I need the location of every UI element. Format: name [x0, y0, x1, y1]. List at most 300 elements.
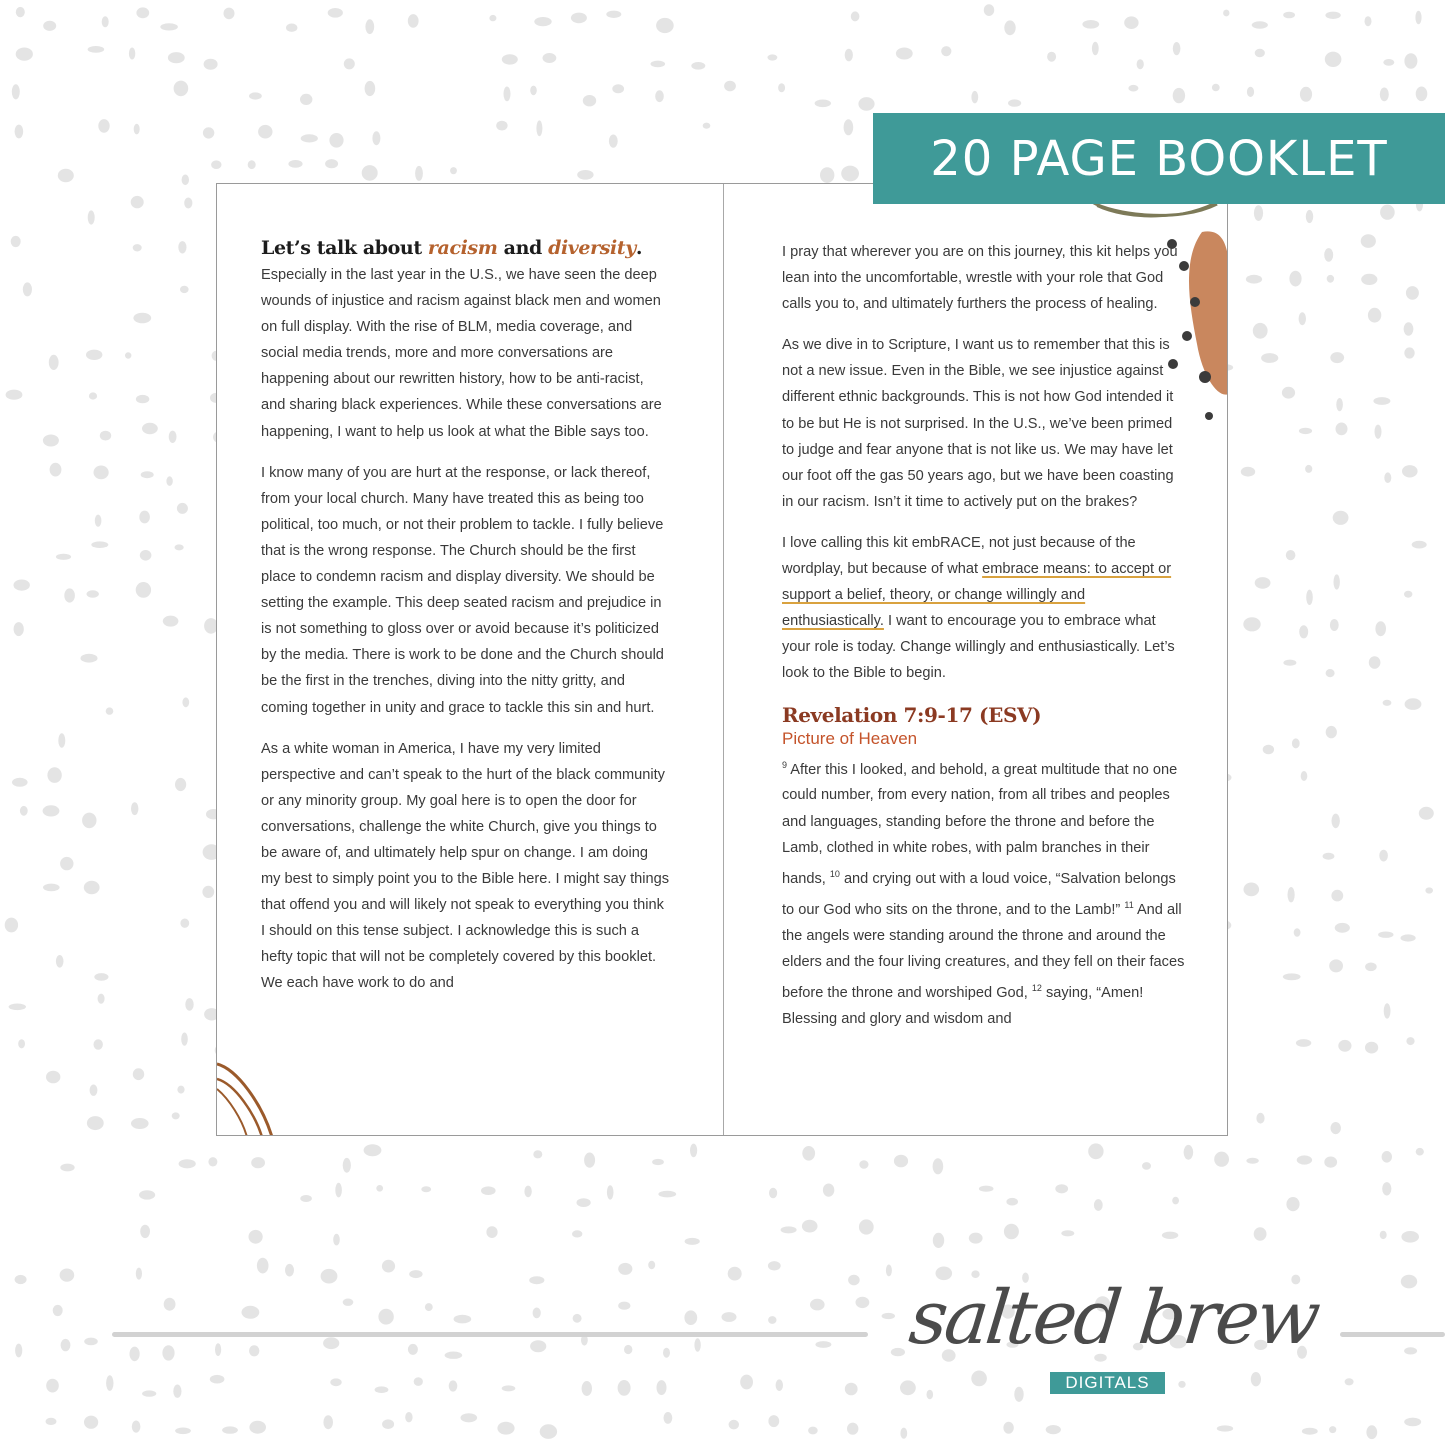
background-dot [222, 1426, 238, 1433]
background-dot [323, 1337, 339, 1349]
logo-wordmark: salted brew [905, 1275, 1322, 1361]
background-dot [1241, 467, 1255, 477]
background-dot [133, 244, 142, 251]
background-dot [768, 1415, 779, 1427]
background-dot [652, 1159, 664, 1165]
background-dot [1425, 887, 1433, 893]
background-dot [979, 1186, 994, 1192]
background-dot [664, 1412, 673, 1424]
background-dot [130, 1347, 140, 1362]
background-dot [178, 241, 186, 253]
background-dot [249, 1345, 259, 1356]
background-dot [164, 1298, 176, 1311]
background-dot [1401, 934, 1416, 941]
background-dot [43, 884, 60, 892]
background-dot [134, 124, 140, 135]
background-dot [251, 1157, 265, 1168]
background-dot [1334, 574, 1340, 589]
background-dot [657, 1380, 667, 1395]
background-dot [168, 52, 185, 63]
background-dot [414, 1377, 423, 1386]
background-dot [1128, 85, 1138, 92]
background-dot [900, 1428, 907, 1439]
background-dot [1383, 59, 1394, 66]
background-dot [1292, 738, 1300, 748]
background-dot [286, 24, 297, 32]
background-dot [249, 1421, 266, 1434]
background-dot [606, 11, 621, 18]
brand-logo [890, 1268, 1320, 1408]
background-dot [202, 886, 214, 898]
background-dot [139, 511, 150, 524]
background-dot [1332, 814, 1340, 829]
background-dot [18, 1039, 25, 1048]
background-dot [49, 355, 59, 370]
background-dot [524, 1186, 531, 1198]
background-dot [180, 919, 189, 928]
background-dot [405, 1412, 412, 1422]
background-dot [20, 806, 28, 816]
background-dot [583, 95, 596, 106]
background-dot [577, 170, 593, 180]
background-dot [1324, 248, 1333, 262]
background-dot [364, 1144, 382, 1156]
background-dot [323, 1415, 333, 1429]
brown-ring-decoration [217, 1064, 272, 1136]
background-dot [162, 1345, 174, 1360]
background-dot [365, 81, 376, 96]
background-dot [808, 1427, 818, 1435]
background-dot [768, 1316, 776, 1324]
background-dot [663, 1348, 670, 1358]
background-dot [1329, 959, 1343, 972]
dark-dot [1205, 412, 1213, 420]
background-dot [656, 18, 674, 33]
background-dot [1365, 16, 1372, 26]
background-dot [1326, 726, 1337, 738]
background-dot [1404, 347, 1414, 358]
background-dot [175, 1428, 191, 1435]
background-dot [174, 81, 189, 97]
background-dot [724, 81, 736, 92]
background-dot [1004, 20, 1015, 35]
background-dot [1373, 397, 1390, 405]
background-dot [497, 1422, 514, 1435]
background-dot [163, 616, 179, 627]
background-dot [1416, 87, 1428, 102]
background-dot [50, 463, 62, 477]
background-dot [182, 175, 189, 186]
page-count-banner [873, 113, 1445, 204]
heading-diversity: diversity [548, 237, 636, 259]
background-dot [694, 1338, 700, 1351]
background-dot [125, 352, 131, 358]
background-dot [651, 61, 666, 68]
dark-dot [1190, 297, 1200, 307]
background-dot [776, 1379, 783, 1391]
background-dot [1184, 1145, 1194, 1160]
background-dot [489, 15, 496, 21]
background-dot [1336, 423, 1348, 436]
background-dot [1243, 617, 1260, 631]
scripture-reference-subtitle: Picture of Heaven [782, 728, 918, 748]
heading-racism: racism [427, 237, 498, 259]
background-dot [624, 1345, 632, 1354]
background-dot [425, 1303, 433, 1311]
background-dot [210, 1375, 225, 1384]
background-dot [1384, 1003, 1391, 1018]
background-dot [573, 1314, 582, 1323]
background-dot [131, 1118, 149, 1129]
background-dot [534, 17, 551, 26]
background-dot [502, 54, 518, 64]
background-dot [166, 476, 172, 486]
background-dot [768, 1261, 781, 1270]
background-dot [61, 1339, 71, 1351]
background-dot [685, 1238, 700, 1245]
background-dot [1288, 887, 1295, 902]
background-dot [502, 1385, 516, 1391]
background-dot [133, 313, 151, 324]
background-dot [169, 431, 177, 443]
background-dot [139, 1190, 155, 1199]
background-dot [1378, 932, 1393, 938]
background-dot [301, 134, 318, 142]
background-dot [106, 1375, 113, 1391]
background-dot [60, 1269, 75, 1282]
background-dot [11, 236, 21, 247]
background-dot [851, 11, 860, 21]
background-dot [343, 1158, 351, 1173]
background-dot [84, 1338, 98, 1346]
background-dot [582, 1381, 592, 1396]
background-dot [577, 1198, 591, 1207]
background-dot [848, 1275, 860, 1286]
background-dot [94, 973, 108, 981]
background-dot [1324, 1157, 1337, 1168]
background-dot [408, 1344, 418, 1355]
background-dot [1412, 541, 1427, 549]
scripture-text: $^9$ After this I looked, and behold, a great multitude that no one could number, from every nation, from all tribes and peoples and languages, standing before the throne and before the Lamb, clothed in white robes, with palm branches in their hands, $^{10}$ and crying out with a loud voice, “Salvation belongs to our God who sits on the throne, and to the Lamb!” $^{11}$ And all the angels were standing around the throne and around the elders and the four living creatures, and they fell on their faces before the throne and worshiped God, $^{12}$ saying, “Amen! Blessing and glory and wisdom and [782, 759, 1185, 1027]
background-dot [141, 471, 154, 478]
background-dot [300, 1195, 312, 1202]
background-dot [461, 1413, 478, 1422]
background-dot [88, 46, 105, 53]
background-dot [181, 1033, 188, 1046]
banner-label: 20 PAGE BOOKLET [930, 130, 1388, 187]
tan-blob-decoration [1189, 231, 1228, 394]
background-dot [729, 1420, 739, 1430]
footer-divider-left [112, 1332, 868, 1337]
background-dot [129, 48, 135, 60]
footer-divider-right [1340, 1332, 1445, 1337]
background-dot [1263, 745, 1274, 754]
background-dot [1004, 1224, 1019, 1239]
background-dot [258, 125, 272, 139]
background-dot [5, 918, 18, 933]
background-dot [769, 1188, 777, 1199]
background-dot [98, 119, 109, 133]
background-dot [106, 707, 114, 714]
background-dot [815, 100, 831, 108]
background-dot [300, 94, 312, 105]
background-dot [810, 1299, 825, 1311]
background-dot [984, 4, 994, 16]
background-dot [486, 1226, 497, 1238]
background-dot [859, 1219, 874, 1234]
background-dot [1255, 577, 1271, 589]
background-dot [572, 1230, 582, 1237]
background-dot [335, 1183, 342, 1198]
background-dot [740, 1375, 753, 1390]
background-dot [180, 286, 189, 293]
background-dot [722, 1312, 737, 1322]
background-dot [584, 1153, 595, 1168]
background-dot [449, 1380, 458, 1391]
background-dot [1137, 59, 1144, 69]
background-dot [1217, 1425, 1233, 1431]
background-dot [362, 165, 378, 181]
background-dot [1327, 275, 1334, 283]
background-dot [325, 159, 338, 168]
background-dot [896, 48, 913, 60]
background-dot [1244, 883, 1260, 897]
left-paragraph-1: Especially in the last year in the U.S., we have seen the deep wounds of injustice and racism against black men and women on full display. With the rise of BLM, media coverage, and social media trends, more and more conversations are happening about our rewritten history, how to be anti-racist, and sharing black experiences. While these conversations are happening, I want to help us look at what the Bible says too. [261, 267, 662, 440]
background-dot [607, 1185, 614, 1199]
background-dot [1173, 42, 1181, 55]
background-dot [215, 1343, 221, 1356]
section-heading: Let’s talk about racism and diversity. [261, 237, 643, 259]
background-dot [1401, 1231, 1419, 1243]
background-dot [56, 554, 71, 560]
background-dot [329, 133, 343, 148]
background-dot [1214, 1152, 1229, 1167]
background-dot [409, 1270, 422, 1278]
background-dot [1306, 590, 1313, 605]
background-dot [1008, 99, 1021, 106]
background-dot [1297, 1155, 1312, 1164]
background-dot [56, 955, 64, 968]
background-dot [94, 466, 109, 480]
background-dot [496, 121, 507, 131]
background-dot [612, 84, 624, 93]
background-dot [1382, 1182, 1391, 1195]
background-dot [1366, 1425, 1377, 1439]
background-dot [815, 1341, 831, 1348]
background-dot [376, 1185, 383, 1192]
background-dot [131, 802, 138, 815]
background-dot [859, 1160, 868, 1169]
background-dot [288, 160, 302, 168]
background-dot [845, 49, 853, 62]
background-dot [46, 1379, 59, 1393]
background-dot [58, 733, 65, 748]
background-dot [375, 1386, 389, 1393]
background-dot [543, 53, 557, 63]
background-dot [182, 697, 189, 707]
booklet-spine [723, 184, 724, 1135]
background-dot [88, 210, 95, 224]
background-dot [1345, 1378, 1354, 1385]
background-dot [533, 1308, 541, 1319]
dark-dot [1199, 371, 1211, 383]
background-dot [1305, 465, 1312, 473]
background-dot [1294, 928, 1301, 937]
background-dot [941, 46, 951, 56]
background-dot [1082, 20, 1099, 29]
background-dot [481, 1186, 496, 1195]
background-dot [841, 166, 859, 182]
background-dot [142, 423, 158, 434]
background-dot [43, 435, 59, 447]
background-dot [1254, 205, 1263, 221]
background-dot [204, 59, 218, 70]
background-dot [1330, 352, 1344, 363]
background-dot [1253, 323, 1268, 339]
background-dot [46, 1418, 57, 1425]
background-dot [540, 1424, 557, 1439]
background-dot [1088, 1143, 1103, 1159]
background-dot [728, 1267, 742, 1281]
background-dot [1335, 923, 1350, 933]
background-dot [179, 1159, 196, 1168]
background-dot [1306, 210, 1313, 223]
background-dot [1212, 84, 1220, 91]
background-dot [530, 1340, 546, 1352]
background-dot [94, 1039, 103, 1050]
background-dot [12, 778, 28, 787]
background-dot [1047, 52, 1056, 62]
logo-subtitle: DIGITALS [1050, 1372, 1165, 1394]
background-dot [328, 8, 343, 18]
background-dot [1299, 625, 1308, 638]
background-dot [1415, 11, 1421, 25]
background-dot [1006, 1198, 1018, 1206]
background-dot [1402, 465, 1418, 477]
background-dot [160, 23, 178, 30]
background-dot [533, 1150, 542, 1158]
right-page [782, 239, 1187, 1047]
background-dot [14, 622, 24, 636]
background-dot [211, 160, 221, 169]
background-dot [933, 1233, 944, 1248]
background-dot [658, 1191, 676, 1198]
background-dot [971, 91, 978, 103]
background-dot [802, 1146, 815, 1161]
background-dot [14, 580, 30, 591]
background-dot [1375, 621, 1386, 636]
background-dot [177, 1086, 184, 1094]
background-dot [1301, 771, 1308, 781]
background-dot [382, 1260, 395, 1273]
background-dot [1380, 1231, 1387, 1239]
background-dot [655, 90, 664, 102]
background-dot [372, 131, 380, 145]
background-dot [16, 48, 33, 61]
background-dot [136, 395, 149, 403]
background-dot [173, 1385, 181, 1398]
background-dot [1331, 1122, 1341, 1134]
background-dot [618, 1380, 631, 1396]
background-dot [1261, 353, 1278, 363]
background-dot [1404, 53, 1417, 69]
background-dot [133, 1068, 144, 1080]
background-dot [415, 166, 423, 181]
background-dot [1336, 398, 1343, 411]
background-dot [1296, 1039, 1311, 1047]
background-dot [778, 83, 785, 92]
background-dot [82, 813, 96, 829]
background-dot [95, 515, 102, 527]
background-dot [1384, 472, 1391, 483]
background-dot [378, 1309, 393, 1325]
background-dot [1419, 807, 1434, 820]
background-dot [445, 1352, 463, 1359]
background-dot [703, 123, 711, 129]
background-dot [185, 998, 193, 1011]
background-dot [249, 1230, 263, 1244]
background-dot [1365, 1042, 1378, 1054]
background-dot [933, 1158, 944, 1174]
background-dot [43, 805, 60, 816]
background-dot [768, 54, 778, 60]
background-dot [844, 119, 854, 135]
background-dot [84, 1416, 98, 1429]
background-dot [845, 1383, 858, 1396]
background-dot [1003, 1422, 1013, 1434]
background-dot [1046, 1425, 1061, 1434]
background-dot [1282, 387, 1295, 399]
background-dot [1325, 52, 1342, 67]
background-dot [1406, 286, 1419, 300]
background-dot [84, 881, 100, 894]
background-dot [781, 1226, 797, 1233]
background-dot [1383, 700, 1392, 706]
background-dot [136, 1268, 142, 1280]
background-dot [823, 1184, 834, 1197]
background-dot [98, 994, 105, 1004]
background-dot [609, 135, 618, 148]
background-dot [330, 1378, 341, 1386]
background-dot [571, 13, 587, 24]
background-dot [140, 550, 152, 561]
background-dot [131, 196, 144, 208]
booklet-spread [216, 183, 1228, 1136]
background-dot [100, 431, 111, 441]
background-dot [142, 1390, 156, 1396]
background-dot [1416, 1148, 1424, 1156]
background-dot [1405, 698, 1422, 710]
background-dot [175, 778, 186, 791]
background-dot [1252, 21, 1268, 28]
background-dot [1404, 591, 1412, 598]
background-dot [60, 857, 73, 870]
background-dot [1299, 312, 1306, 325]
background-dot [408, 14, 419, 28]
embrace-definition: embrace means: to accept or support a belief, theory, or change willingly and enthusiastically. [782, 561, 1172, 630]
background-dot [257, 1258, 269, 1274]
left-paragraph-3: As a white woman in America, I have my very limited perspective and can’t speak to the hurt of the black community or any minority group. My goal here is to open the door for conversations, challenge the white Church, give you things to be aware of, and ultimately help spur on change. I am doing my best to simply point you to the Bible here. I might say things that offend you and will likely not speak to everything you think I should on this tense subject. I acknowledge this is such a hefty topic that will not be completely covered by this booklet. We each have work to do and [261, 740, 670, 992]
background-dot [43, 21, 56, 31]
left-paragraph-2: I know many of you are hurt at the response, or lack thereof, from your local church. Many have treated this as being too political, too much, or not their problem to tackle. I fully believe that is the wrong response. The Church should be the first place to condemn racism and display diversity. We should be setting the example. This deep seated racism and prejudice in is not something to gloss over or avoid because it’s politicized by the media. There is work to be done and the Church should be the first in the trenches, diving into the nitty gritty, and coming together in unity and grace to tackle this sin and hurt. [261, 464, 664, 716]
background-dot [820, 167, 834, 183]
background-dot [344, 58, 355, 69]
background-dot [690, 1144, 697, 1158]
right-paragraph-1: I pray that wherever you are on this journey, this kit helps you lean into the uncomfortable, wrestle with your role that God calls you to, and ultimately furthers the process of healing. [782, 244, 1178, 313]
background-dot [184, 198, 192, 209]
background-dot [136, 582, 151, 598]
background-dot [450, 167, 457, 174]
